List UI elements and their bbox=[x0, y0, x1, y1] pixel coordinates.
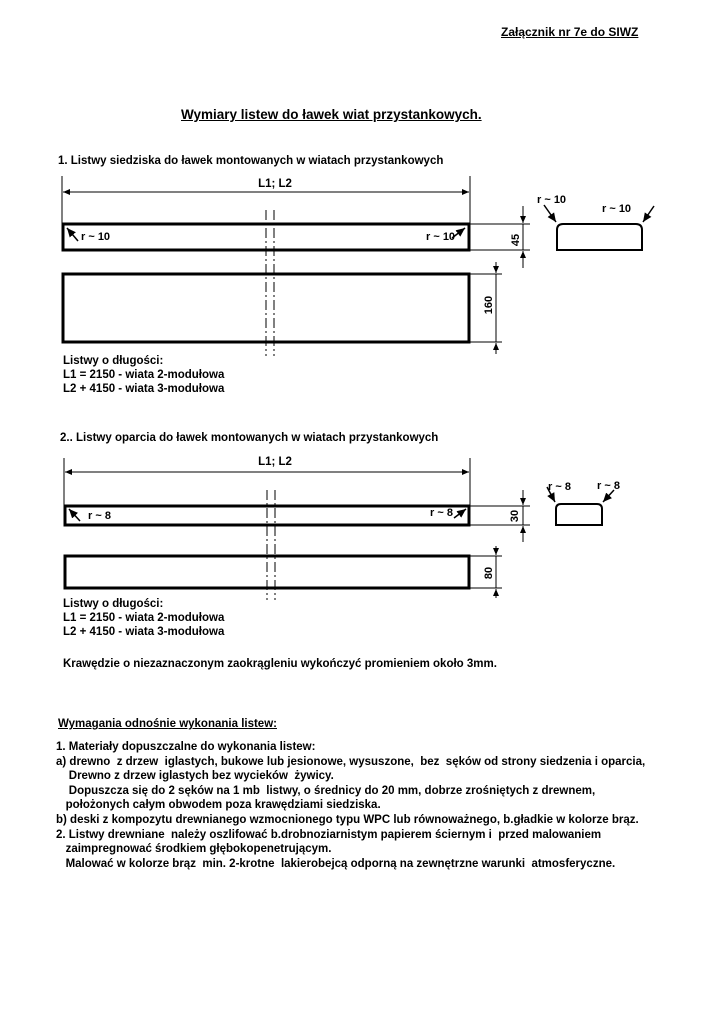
requirements-line: 2. Listwy drewniane należy oszlifować b.drobnoziarnistym papierem ściernym i przed malowaniem bbox=[56, 828, 602, 841]
section-radius-label-a: r ~ 8 bbox=[548, 481, 571, 493]
length-label: L1; L2 bbox=[258, 178, 292, 190]
section1-length-l2: L2 + 4150 - wiata 3-modułowa bbox=[63, 383, 225, 395]
section2-drawing bbox=[64, 456, 620, 600]
section1-drawing bbox=[62, 176, 654, 356]
back-slat-cross-section bbox=[556, 504, 602, 525]
requirements-line: Drewno z drzew iglastych bez wycieków żywicy. bbox=[56, 770, 334, 783]
section-radius-label-a: r ~ 10 bbox=[537, 194, 567, 206]
requirements-line: b) deski z kompozytu drewnianego wzmocnionego typu WPC lub równoważnego, b.gładkie w kolorze brąz. bbox=[56, 813, 639, 826]
section2-length-l2: L2 + 4150 - wiata 3-modułowa bbox=[63, 626, 225, 638]
page-title: Wymiary listew do ławek wiat przystankowych. bbox=[181, 107, 482, 122]
requirements-line: a) drewno z drzew iglastych, bukowe lub jesionowe, wysuszone, bez sęków od strony siedzenia i oparcia, bbox=[56, 755, 646, 768]
radius-arrow-right bbox=[454, 509, 466, 518]
section-radius-label-b: r ~ 8 bbox=[597, 480, 620, 492]
section-radius-arrow-b bbox=[643, 206, 654, 222]
radius-arrow-left bbox=[69, 509, 80, 521]
requirements-line: zaimpregnować środkiem głębokopenetrującym. bbox=[56, 843, 332, 856]
requirements-heading: Wymagania odnośnie wykonania listew: bbox=[58, 718, 277, 730]
length-label: L1; L2 bbox=[258, 456, 292, 468]
height-label-top: 45 bbox=[510, 233, 522, 247]
seat-slat-cross-section bbox=[557, 224, 642, 250]
section-radius-label-b: r ~ 10 bbox=[602, 203, 632, 215]
radius-label-left: r ~ 10 bbox=[81, 231, 111, 243]
annex-label: Załącznik nr 7e do SIWZ bbox=[501, 25, 639, 39]
radius-label-right: r ~ 10 bbox=[426, 231, 456, 243]
section2-lengths-title: Listwy o długości: bbox=[63, 598, 164, 610]
section1-heading: 1. Listwy siedziska do ławek montowanych w wiatach przystankowych bbox=[58, 155, 444, 167]
height-label-bottom: 160 bbox=[483, 295, 495, 315]
requirements-list bbox=[56, 740, 721, 871]
radius-arrow-left bbox=[67, 228, 78, 241]
section1-lengths-title: Listwy o długości: bbox=[63, 355, 164, 367]
section1-length-l1: L1 = 2150 - wiata 2-modułowa bbox=[63, 369, 225, 381]
requirements-line: Malować w kolorze brąz min. 2-krotne lakierobejcą odporną na zewnętrzne warunki atmosferyczne. bbox=[56, 857, 616, 870]
requirements-line: położonych całym obwodem poza krawędziami siedziska. bbox=[56, 799, 381, 812]
section-radius-arrow-a bbox=[544, 205, 556, 222]
section2-length-l1: L1 = 2150 - wiata 2-modułowa bbox=[63, 612, 225, 624]
edges-note: Krawędzie o niezaznaczonym zaokrągleniu wykończyć promieniem około 3mm. bbox=[63, 658, 497, 670]
height-label-bottom: 80 bbox=[483, 566, 495, 580]
requirements-line: 1. Materiały dopuszczalne do wykonania listew: bbox=[56, 741, 316, 753]
requirements-line: Dopuszcza się do 2 sęków na 1 mb listwy, o średnicy do 20 mm, dobrze zrośniętych z drewnem, bbox=[56, 784, 596, 797]
radius-label-left: r ~ 8 bbox=[88, 510, 111, 522]
section2-heading: 2.. Listwy oparcia do ławek montowanych w wiatach przystankowych bbox=[60, 432, 439, 444]
height-label-top: 30 bbox=[509, 509, 521, 523]
radius-label-right: r ~ 8 bbox=[430, 507, 453, 519]
